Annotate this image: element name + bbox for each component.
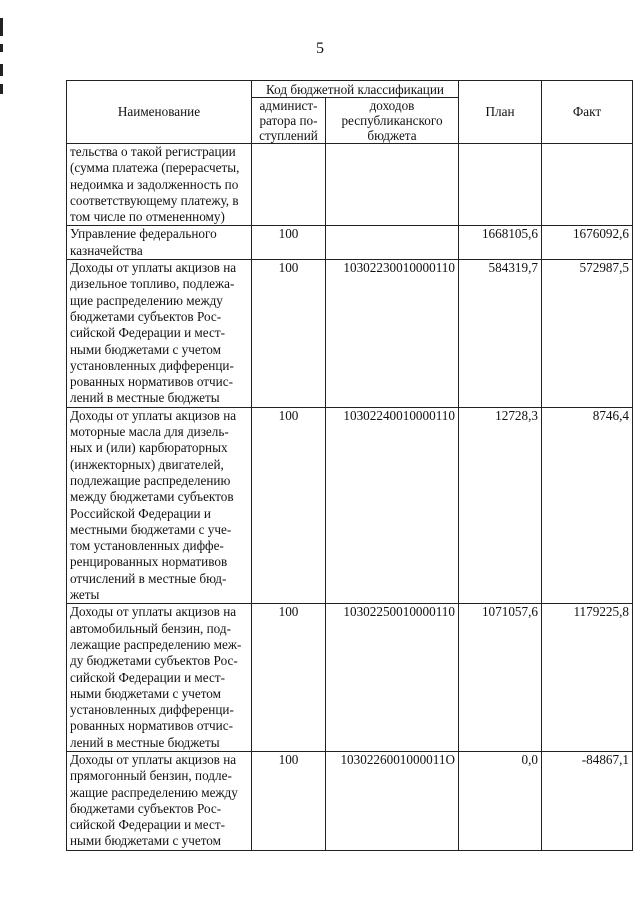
table-row bbox=[67, 144, 633, 226]
cell-name-line: местными бюджетами с уче- bbox=[70, 521, 232, 537]
budget-table bbox=[66, 80, 633, 851]
cell-admin-code: 100 bbox=[252, 751, 326, 850]
cell-plan bbox=[459, 144, 542, 226]
cell-name-line: ными бюджетами с учетом bbox=[70, 833, 221, 849]
cell-name-line: жащие распределению между bbox=[70, 784, 238, 800]
cell-fact: 1676092,6 bbox=[542, 226, 633, 260]
cell-name-line: Российской Федерации и bbox=[70, 505, 211, 521]
cell-name-line: автомобильный бензин, под- bbox=[70, 620, 231, 636]
cell-name bbox=[67, 226, 252, 260]
cell-name-line: (инжекторных) двигателей, bbox=[70, 456, 224, 472]
cell-name-line: Доходы от уплаты акцизов на bbox=[70, 604, 237, 620]
cell-name-line: ду бюджетами субъектов Рос- bbox=[70, 653, 238, 669]
cell-income-code bbox=[326, 226, 459, 260]
cell-name-line: рованных нормативов отчис- bbox=[70, 718, 233, 734]
cell-admin-code: 100 bbox=[252, 604, 326, 752]
cell-name-line: (сумма платежа (перерасчеты, bbox=[70, 160, 240, 176]
cell-name-line: установленных дифференци- bbox=[70, 357, 234, 373]
cell-admin-code bbox=[252, 144, 326, 226]
header-code-group: Код бюджетной классификации bbox=[252, 81, 459, 98]
header-admin-line: ступлений bbox=[259, 128, 318, 143]
table-row bbox=[67, 751, 633, 850]
cell-name-line: казначейства bbox=[70, 242, 143, 258]
cell-income-code: 10302240010000110 bbox=[326, 407, 459, 604]
cell-name-line: прямогонный бензин, подле- bbox=[70, 768, 232, 784]
cell-name bbox=[67, 407, 252, 604]
scan-edge-mark bbox=[0, 18, 3, 36]
cell-name-line: бюджетами субъектов Рос- bbox=[70, 800, 222, 816]
table-row bbox=[67, 260, 633, 408]
header-income-code bbox=[326, 98, 459, 144]
cell-name-line: ных и (или) карбюраторных bbox=[70, 440, 228, 456]
header-plan: План bbox=[459, 81, 542, 144]
cell-name-line: бюджетами субъектов Рос- bbox=[70, 308, 222, 324]
cell-fact: 572987,5 bbox=[542, 260, 633, 408]
cell-name-line: щие распределению между bbox=[70, 292, 223, 308]
cell-name-line: Доходы от уплаты акцизов на bbox=[70, 751, 237, 767]
cell-admin-code: 100 bbox=[252, 226, 326, 260]
cell-name-line: лежащие распределению меж- bbox=[70, 636, 242, 652]
cell-name-line: том установленных диффе- bbox=[70, 538, 224, 554]
cell-name-line: между бюджетами субъектов bbox=[70, 489, 234, 505]
cell-income-code: 10302250010000110 bbox=[326, 604, 459, 752]
header-fact: Факт bbox=[542, 81, 633, 144]
cell-plan: 1668105,6 bbox=[459, 226, 542, 260]
cell-fact: 1179225,8 bbox=[542, 604, 633, 752]
cell-name-line: Доходы от уплаты акцизов на bbox=[70, 260, 237, 276]
header-admin-line: ратора по- bbox=[259, 113, 318, 128]
cell-name-line: соответствующему платежу, в bbox=[70, 192, 239, 208]
cell-name-line: сийской Федерации и мест- bbox=[70, 817, 225, 833]
cell-name-line: рованных нормативов отчис- bbox=[70, 374, 233, 390]
cell-plan: 1071057,6 bbox=[459, 604, 542, 752]
cell-name bbox=[67, 260, 252, 408]
cell-name bbox=[67, 751, 252, 850]
header-income-line: бюджета bbox=[367, 128, 417, 143]
table-row bbox=[67, 226, 633, 260]
cell-plan: 12728,3 bbox=[459, 407, 542, 604]
cell-name-line: сийской Федерации и мест- bbox=[70, 669, 225, 685]
cell-plan: 0,0 bbox=[459, 751, 542, 850]
cell-name bbox=[67, 144, 252, 226]
cell-fact: 8746,4 bbox=[542, 407, 633, 604]
cell-name-line: ными бюджетами с учетом bbox=[70, 685, 221, 701]
scan-edge-mark bbox=[0, 64, 3, 76]
cell-name-line: моторные масла для дизель- bbox=[70, 424, 229, 440]
table-row bbox=[67, 407, 633, 604]
table-row bbox=[67, 604, 633, 752]
table-body bbox=[67, 144, 633, 851]
cell-name-line: Доходы от уплаты акцизов на bbox=[70, 407, 237, 423]
cell-name-line: ными бюджетами с учетом bbox=[70, 341, 221, 357]
cell-name-line: том числе по отмененному) bbox=[70, 209, 225, 225]
cell-name-line: тельства о такой регистрации bbox=[70, 144, 236, 159]
header-income-line: республиканского bbox=[341, 113, 443, 128]
scan-edge-mark bbox=[0, 84, 3, 94]
cell-name-line: жеты bbox=[70, 587, 100, 603]
cell-name-line: ренцированных нормативов bbox=[70, 554, 228, 570]
cell-name-line: лений в местные бюджеты bbox=[70, 390, 220, 406]
cell-name-line: сийской Федерации и мест- bbox=[70, 325, 225, 341]
cell-income-code bbox=[326, 144, 459, 226]
page-number: 5 bbox=[316, 40, 324, 57]
cell-name bbox=[67, 604, 252, 752]
header-admin-line: админист- bbox=[259, 98, 318, 113]
header-name: Наименование bbox=[67, 81, 252, 144]
cell-fact: -84867,1 bbox=[542, 751, 633, 850]
cell-income-code: 10302230010000110 bbox=[326, 260, 459, 408]
header-admin-code bbox=[252, 98, 326, 144]
cell-name-line: дизельное топливо, подлежа- bbox=[70, 276, 235, 292]
cell-plan: 584319,7 bbox=[459, 260, 542, 408]
cell-name-line: установленных дифференци- bbox=[70, 702, 234, 718]
cell-admin-code: 100 bbox=[252, 407, 326, 604]
cell-fact bbox=[542, 144, 633, 226]
cell-name-line: Управление федерального bbox=[70, 226, 217, 242]
cell-name-line: отчислений в местные бюд- bbox=[70, 570, 227, 586]
cell-name-line: лений в местные бюджеты bbox=[70, 734, 220, 750]
cell-admin-code: 100 bbox=[252, 260, 326, 408]
cell-name-line: подлежащие распределению bbox=[70, 472, 231, 488]
cell-name-line: недоимка и задолженность по bbox=[70, 176, 239, 192]
header-income-line: доходов bbox=[369, 98, 415, 113]
cell-income-code: 1030226001000011O bbox=[326, 751, 459, 850]
